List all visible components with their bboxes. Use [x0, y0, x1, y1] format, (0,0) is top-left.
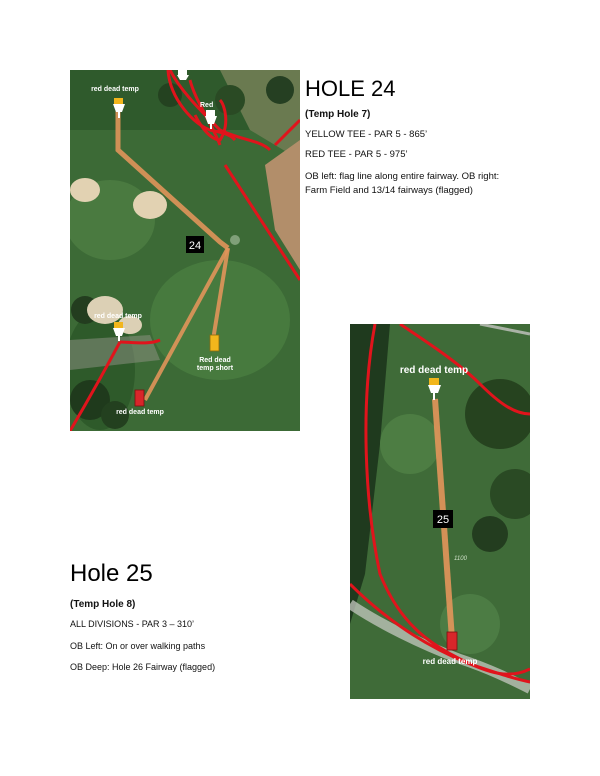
yellow-tee-pad [210, 335, 219, 351]
hole-25-map [350, 324, 530, 699]
hole-25-all-divisions: ALL DIVISIONS - PAR 3 – 310’ [70, 619, 195, 629]
red-tee-pad [135, 390, 144, 406]
map-label-basket-top: red dead temp [91, 86, 139, 93]
map-label-yellow-tee-line2: temp short [196, 365, 234, 372]
hole-24-map-image [70, 70, 300, 431]
hole-number: 25 [436, 514, 450, 526]
hole-25-map-image [350, 324, 530, 699]
hole-24-ob-note: OB left: flag line along entire fairway. OB right: Farm Field and 13/14 fairways (flagged) [305, 171, 500, 196]
map-label-yellow-tee-line1: Red dead [199, 357, 231, 364]
map-label-red-fragment: Red [200, 102, 214, 109]
hole-24-subtitle: (Temp Hole 7) [305, 109, 371, 120]
hole-25-ob-deep: OB Deep: Hole 26 Fairway (flagged) [70, 662, 216, 672]
hole-25-title: Hole 25 [70, 560, 153, 587]
map-label-tee: red dead temp [422, 657, 478, 666]
hole-24-yellow-tee: YELLOW TEE - PAR 5 - 865’ [305, 129, 428, 140]
hole-25-ob-left: OB Left: On or over walking paths [70, 641, 206, 651]
map-label-basket: red dead temp [399, 365, 469, 376]
map-label-red-tee: red dead temp [116, 409, 164, 416]
hole-24-map [70, 70, 300, 431]
map-label-basket-mid: red dead temp [94, 313, 142, 320]
ground-marker: 1100 [454, 556, 467, 562]
hole-24-red-tee: RED TEE - PAR 5 - 975’ [305, 149, 408, 160]
red-tee-pad [447, 632, 457, 650]
hole-24-title: HOLE 24 [305, 76, 396, 101]
hole-25-subtitle: (Temp Hole 8) [70, 599, 136, 610]
hole-number: 24 [188, 240, 202, 252]
